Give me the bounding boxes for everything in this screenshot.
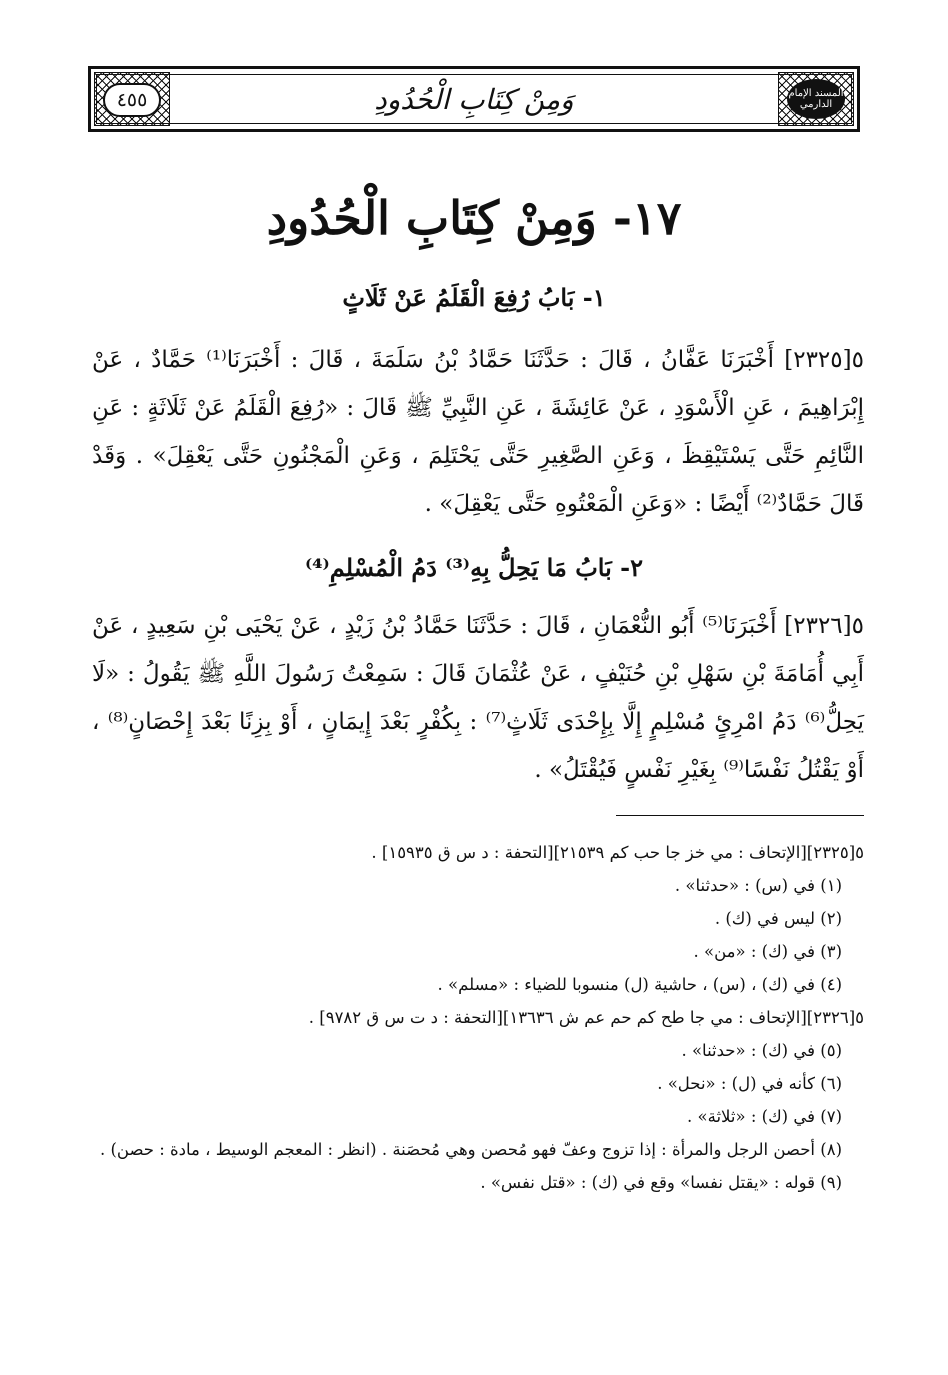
logo-frame: [778, 72, 854, 126]
footnote: (١) في (س) : «حدثنا» .: [674, 876, 842, 895]
footnote: (٧) في (ك) : «ثلاثة» .: [687, 1107, 842, 1126]
section-title-2: ٢- بَابُ مَا يَحِلُّ بِهِ⁽³⁾ دَمُ الْمُسْلِمِ⁽⁴⁾: [304, 553, 643, 582]
page-number: ٤٥٥: [103, 83, 161, 117]
footnote: (٣) في (ك) : «من» .: [693, 942, 842, 961]
running-title: وَمِنْ كِتَابِ الْحُدُودِ: [374, 82, 574, 116]
footnotes: [92, 836, 864, 1199]
book-logo-icon: المسند الإمام الدارمي: [787, 79, 845, 119]
footnote: (٢) ليس في (ك) .: [714, 909, 842, 928]
hadith-2325: ٥[٢٣٢٥] أَخْبَرَنَا عَفَّانُ ، قَالَ : حَدَّثَنَا حَمَّادُ بْنُ سَلَمَةَ ، قَالَ : أَخْبَرَنَا⁽¹⁾ حَمَّادٌ ، عَنْ إِبْرَاهِيمَ ، عَنِ الْأَسْوَدِ ، عَنْ عَائِشَةَ ، عَنِ النَّبِيِّ ﷺ قَالَ : «رُفِعَ الْقَلَمُ عَنْ ثَلَاثَةٍ : عَنِ النَّائِمِ حَتَّى يَسْتَيْقِظَ ، وَعَنِ الصَّغِيرِ حَتَّى يَحْتَلِمَ ، وَعَنِ الْمَجْنُونِ حَتَّى يَعْقِلَ» . وَقَدْ قَالَ حَمَّادٌ⁽²⁾ أَيْضًا : «وَعَنِ الْمَعْتُوهِ حَتَّى يَعْقِلَ» .: [92, 347, 864, 517]
footnote-ref: ٥[٢٣٢٦][الإتحاف : مي جا طح كم حم عم ش ١٣٦٣٦][التحفة : د ت س ق ٩٧٨٢] .: [308, 1008, 864, 1027]
running-header: [88, 66, 860, 132]
footnote: (٤) في (ك) ، (س) ، حاشية (ل) منسوبا للضياء : «مسلم» .: [437, 975, 842, 994]
footnote-divider: [616, 815, 864, 816]
hadith-2326: ٥[٢٣٢٦] أَخْبَرَنَا⁽⁵⁾ أَبُو النُّعْمَانِ ، قَالَ : حَدَّثَنَا حَمَّادُ بْنُ زَيْدٍ ، عَنْ يَحْيَى بْنِ سَعِيدٍ ، عَنْ أَبِي أُمَامَةَ بْنِ سَهْلِ بْنِ حُنَيْفٍ ، عَنْ عُثْمَانَ قَالَ : سَمِعْتُ رَسُولَ اللَّهِ ﷺ يَقُولُ : «لَا يَحِلُّ⁽⁶⁾ دَمُ امْرِئٍ مُسْلِمٍ إِلَّا بِإِحْدَى ثَلَاثٍ⁽⁷⁾ : بِكُفْرٍ بَعْدَ إِيمَانٍ ، أَوْ بِزِنًا بَعْدَ إِحْصَانٍ⁽⁸⁾ ، أَوْ يَقْتُلُ نَفْسًا⁽⁹⁾ بِغَيْرِ نَفْسٍ فَيُقْتَلُ» .: [92, 613, 864, 783]
footnote-ref: ٥[٢٣٢٥][الإتحاف : مي خز جا حب كم ٢١٥٣٩][التحفة : د س ق ١٥٩٣٥] .: [371, 843, 864, 862]
footnote: (٩) قوله : «يقتل نفسا» وقع في (ك) : «قتل نفس» .: [480, 1173, 842, 1192]
section-title-1: ١- بَابُ رُفِعَ الْقَلَمُ عَنْ ثَلَاثٍ: [342, 283, 606, 312]
page-number-frame: [94, 72, 170, 126]
chapter-title: ١٧- وَمِنْ كِتَابِ الْحُدُودِ: [266, 191, 682, 245]
footnote: (٥) في (ك) : «حدثنا» .: [681, 1041, 842, 1060]
footnote: (٨) أحصن الرجل والمرأة : إذا تزوج وعفّ فهو مُحصن وهي مُحصَنة . (انظر : المعجم الوسيط ، مادة : حصن) .: [99, 1140, 842, 1159]
footnote: (٦) كأنه في (ل) : «نحل» .: [657, 1074, 842, 1093]
